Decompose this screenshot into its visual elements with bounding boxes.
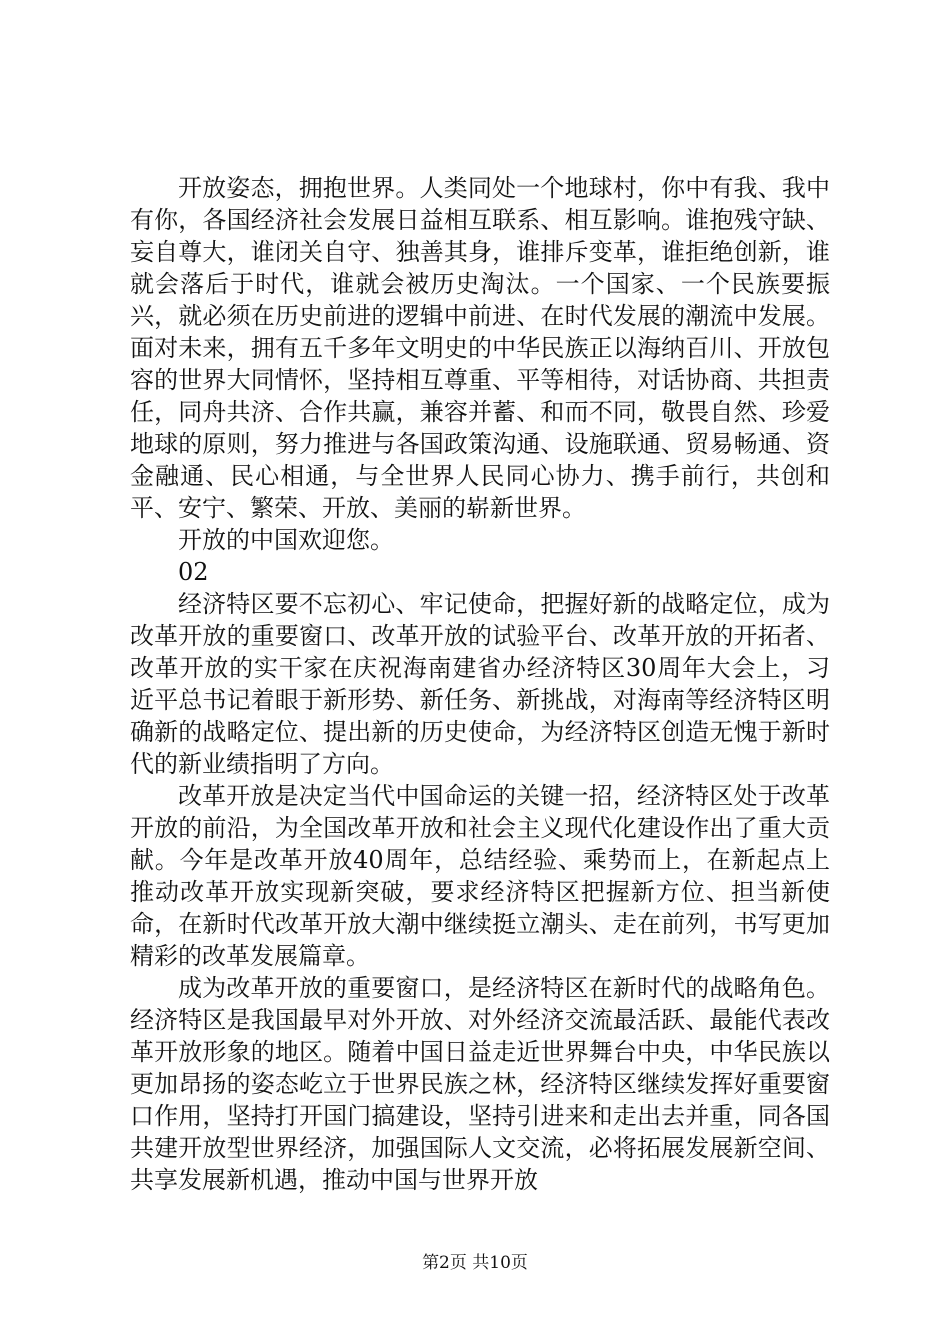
paragraph-reform-key-move: 改革开放是决定当代中国命运的关键一招，经济特区处于改革开放的前沿，为全国改革开放和社会主义现代化建设作出了重大贡献。今年是改革开放40周年，总结经验、乘势而上，在新起点上推动改革开放实现新突破，要求经济特区把握新方位、担当新使命，在新时代改革开放大潮中继续挺立潮头、走在前列，书写更加精彩的改革发展篇章。 [130, 782, 830, 970]
section-number: 02 [178, 558, 209, 586]
document-body [130, 172, 830, 1196]
paragraph-open-posture: 开放姿态，拥抱世界。人类同处一个地球村，你中有我、我中有你，各国经济社会发展日益相互联系、相互影响。谁抱残守缺、妄自尊大，谁闭关自守、独善其身，谁排斥变革，谁拒绝创新，谁就会落后于时代，谁就会被历史淘汰。一个国家、一个民族要振兴，就必须在历史前进的逻辑中前进、在时代发展的潮流中发展。面对未来，拥有五千多年文明史的中华民族正以海纳百川、开放包容的世界大同情怀，坚持相互尊重、平等相待，对话协商、共担责任，同舟共济、合作共赢，兼容并蓄、和而不同，敬畏自然、珍爱地球的原则，努力推进与各国政策沟通、设施联通、贸易畅通、资金融通、民心相通，与全世界人民同心协力、携手前行，共创和平、安宁、繁荣、开放、美丽的崭新世界。 [130, 174, 830, 522]
paragraph-welcome: 开放的中国欢迎您。 [178, 526, 394, 554]
paragraph-important-window: 成为改革开放的重要窗口，是经济特区在新时代的战略角色。经济特区是我国最早对外开放、对外经济交流最活跃、最能代表改革开放形象的地区。随着中国日益走近世界舞台中央，中华民族以更加昂扬的姿态屹立于世界民族之林，经济特区继续发挥好重要窗口作用，坚持打开国门搞建设，坚持引进来和走出去并重，同各国共建开放型世界经济，加强国际人文交流，必将拓展发展新空间、共享发展新机遇，推动中国与世界开放 [130, 974, 830, 1194]
page-footer: 第2页 共10页 [422, 1253, 528, 1273]
paragraph-special-zone-mission: 经济特区要不忘初心、牢记使命，把握好新的战略定位，成为改革开放的重要窗口、改革开放的试验平台、改革开放的开拓者、改革开放的实干家在庆祝海南建省办经济特区30周年大会上，习近平总书记着眼于新形势、新任务、新挑战，对海南等经济特区明确新的战略定位、提出新的历史使命，为经济特区创造无愧于新时代的新业绩指明了方向。 [130, 590, 830, 778]
